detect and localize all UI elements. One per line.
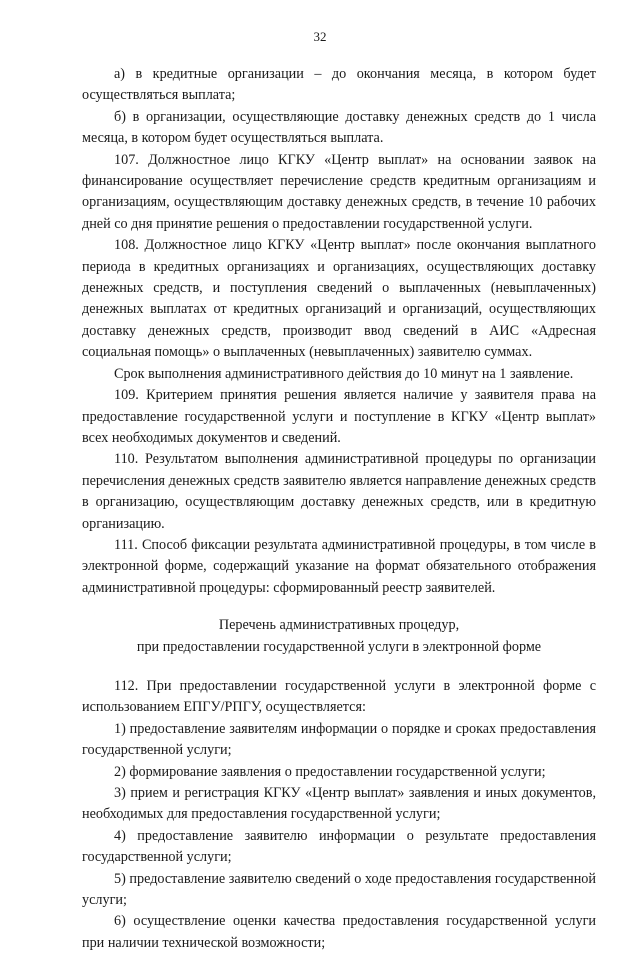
list-item-5: 5) предоставление заявителю сведений о ходе предоставления государственной услуги; — [82, 870, 596, 909]
list-item-6: 6) осуществление оценки качества предоставления государственной услуги при наличии технической возможности; — [82, 913, 596, 951]
section-heading — [82, 615, 596, 658]
paragraph-112: 112. При предоставлении государственной услуги в электронной форме с использованием ЕПГУ/РПГУ, осуществляется: — [82, 677, 596, 716]
paragraph-109: 109. Критерием принятия решения является наличие у заявителя права на предоставление государственной услуги и поступление в КГКУ «Центр выплат» всех необходимых документов и сведений. — [82, 387, 596, 446]
document-body — [82, 64, 596, 954]
list-item-4: 4) предоставление заявителю информации о результате предоставления государственной услуги; — [82, 827, 596, 866]
paragraph-107: 107. Должностное лицо КГКУ «Центр выплат» на основании заявок на финансирование осуществляет перечисление средств кредитным организациям и организациям, осуществляющим доставку денежных средств, в течение 10 рабочих дней со дня принятие решения о предоставлении государственной услуги. — [82, 151, 596, 232]
paragraph-action-deadline: Срок выполнения административного действия до 10 минут на 1 заявление. — [114, 365, 574, 382]
list-item-2: 2) формирование заявления о предоставлении государственной услуги; — [114, 763, 546, 780]
paragraph-a-credit-organizations: а) в кредитные организации – до окончания месяца, в котором будет осуществляться выплата; — [82, 66, 596, 104]
page-number: 32 — [313, 29, 327, 44]
paragraph-110: 110. Результатом выполнения административной процедуры по организации перечисления денежных средств заявителю является направление денежных средств в организацию, осуществляющим доставку денежных средств, или в кредитную организацию. — [82, 451, 596, 532]
paragraph-108: 108. Должностное лицо КГКУ «Центр выплат» после окончания выплатного периода в кредитных организациях и организациях, осуществляющих доставку денежных средств, и поступления сведений о выплаченных (невыплаченных) денежных выплатах от кредитных организаций и организаций, осуществляющих доставку денежных средств, производит ввод сведений в АИС «Адресная социальная помощь» о выплаченных (невыплаченных) заявителю суммах. — [82, 237, 596, 361]
list-item-3: 3) прием и регистрация КГКУ «Центр выплат» заявления и иных документов, необходимых для предоставления государственной услуги; — [82, 785, 596, 823]
paragraph-111: 111. Способ фиксации результата административной процедуры, в том числе в электронной форме, содержащий указание на формат обязательного отображения административной процедуры: сформированный реестр заявителей. — [82, 536, 596, 596]
section-heading-line-1: Перечень административных процедур, — [218, 617, 460, 634]
list-item-1: 1) предоставление заявителям информации о порядке и сроках предоставления государственной услуги; — [82, 720, 596, 759]
paragraph-b-delivery-organizations: б) в организации, осуществляющие доставку денежных средств до 1 числа месяца, в котором будет осуществляться выплата. — [82, 108, 596, 147]
section-heading-line-2: при предоставлении государственной услуги в электронной форме — [136, 638, 542, 655]
